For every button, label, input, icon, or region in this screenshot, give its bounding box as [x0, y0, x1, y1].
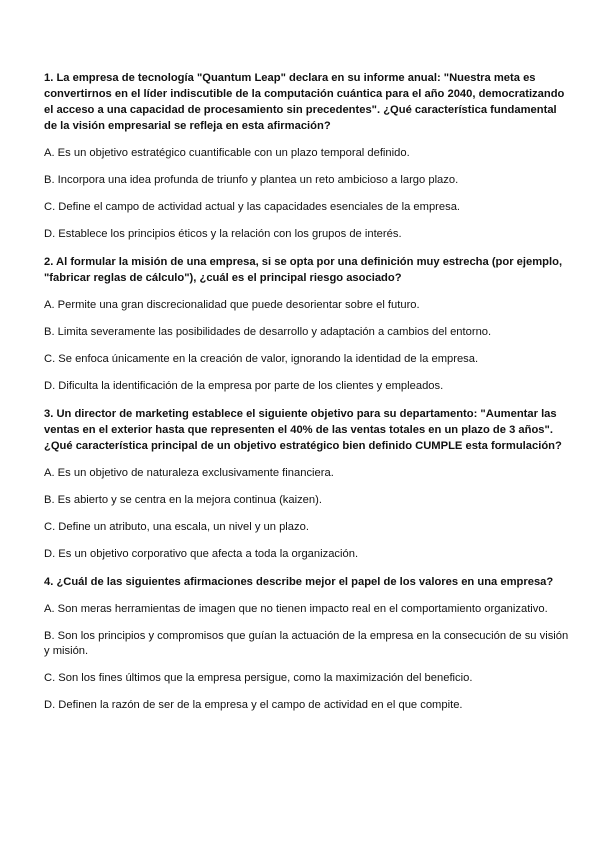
answer-option-c: C. Se enfoca únicamente en la creación de valor, ignorando la identidad de la empresa.: [44, 353, 479, 365]
answer-option-a: A. Es un objetivo estratégico cuantificable con un plazo temporal definido.: [44, 147, 410, 159]
answer-option-a: A. Permite una gran discrecionalidad que puede desorientar sobre el futuro.: [44, 299, 420, 311]
question-3: [44, 406, 572, 562]
question-text: 2. Al formular la misión de una empresa, si se opta por una definición muy estrecha (por ejemplo, "fabricar reglas de cálculo"), ¿cuál es el principal riesgo asociado?: [44, 256, 563, 284]
answer-option-b: B. Incorpora una idea profunda de triunfo y plantea un reto ambicioso a largo plazo.: [44, 174, 459, 186]
answer-option-c: C. Define un atributo, una escala, un nivel y un plazo.: [44, 521, 309, 533]
question-1: [44, 70, 572, 242]
question-text: 1. La empresa de tecnología "Quantum Leap" declara en su informe anual: "Nuestra meta es convertirnos en el líder indiscutible de la computación cuántica para el año 2040, democratizando el acceso a una capacidad de procesamiento sin precedentes". ¿Qué característica fundamental de la visión empresarial se refleja en esta afirmación?: [44, 72, 565, 132]
question-text: 4. ¿Cuál de las siguientes afirmaciones describe mejor el papel de los valores en una empresa?: [44, 576, 554, 588]
question-2: [44, 254, 572, 394]
answer-option-b: B. Son los principios y compromisos que guían la actuación de la empresa en la consecución de su visión y misión.: [44, 630, 569, 657]
answer-option-c: C. Son los fines últimos que la empresa persigue, como la maximización del beneficio.: [44, 672, 473, 684]
answer-option-d: D. Es un objetivo corporativo que afecta a toda la organización.: [44, 548, 359, 560]
question-text: 3. Un director de marketing establece el siguiente objetivo para su departamento: "Aumentar las ventas en el exterior hasta que representen el 40% de las ventas totales en un plazo de 3 años". ¿Qué característica principal de un objetivo estratégico bien definido CUMPLE esta formulación?: [44, 408, 562, 452]
answer-option-c: C. Define el campo de actividad actual y las capacidades esenciales de la empresa.: [44, 201, 461, 213]
answer-option-d: D. Definen la razón de ser de la empresa y el campo de actividad en el que compite.: [44, 699, 463, 711]
answer-option-b: B. Es abierto y se centra en la mejora continua (kaizen).: [44, 494, 322, 506]
answer-option-a: A. Son meras herramientas de imagen que no tienen impacto real en el comportamiento organizativo.: [44, 603, 548, 615]
question-4: [44, 574, 572, 713]
quiz-document: [44, 70, 572, 725]
answer-option-d: D. Establece los principios éticos y la relación con los grupos de interés.: [44, 228, 402, 240]
answer-option-d: D. Dificulta la identificación de la empresa por parte de los clientes y empleados.: [44, 380, 444, 392]
answer-option-a: A. Es un objetivo de naturaleza exclusivamente financiera.: [44, 467, 334, 479]
answer-option-b: B. Limita severamente las posibilidades de desarrollo y adaptación a cambios del entorno.: [44, 326, 492, 338]
